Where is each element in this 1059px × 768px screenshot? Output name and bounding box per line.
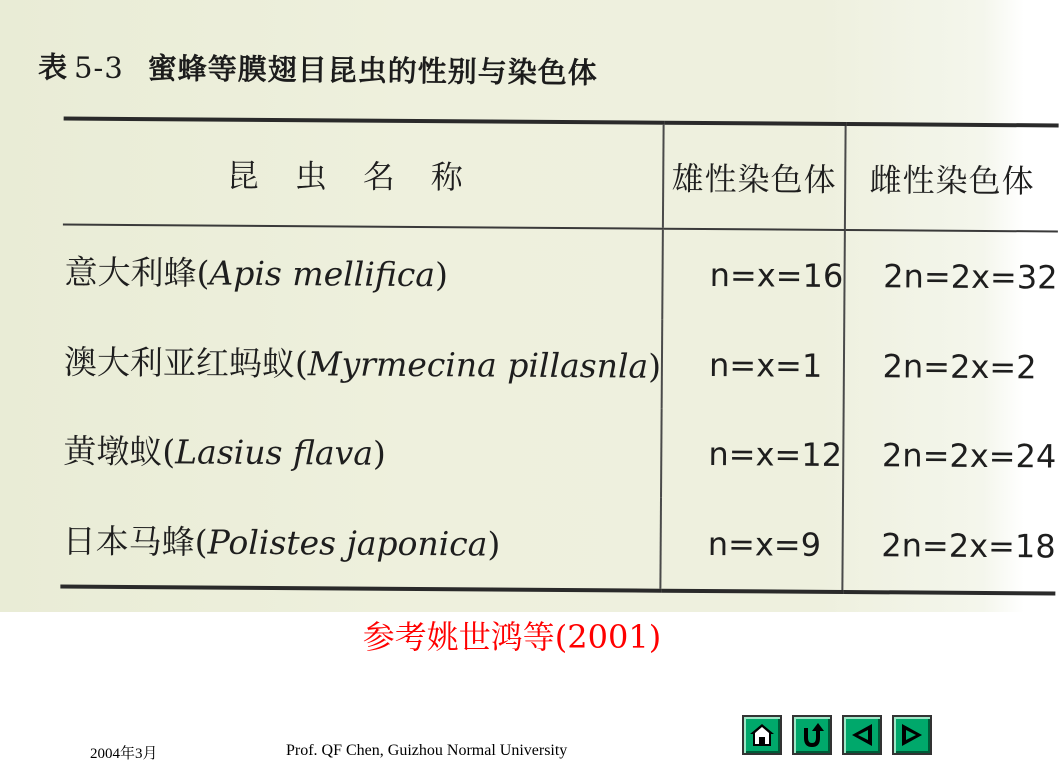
home-button[interactable] — [742, 715, 782, 755]
table-caption-title: 蜜蜂等膜翅目昆虫的性别与染色体 — [147, 51, 598, 90]
previous-icon — [847, 720, 877, 750]
table-caption-number: 5-3 — [73, 50, 124, 85]
table-caption — [38, 45, 598, 101]
insect-name-cell: 日本马蜂(Polistes japonica) — [60, 494, 661, 591]
insect-name-cn: 意大利蜂 — [64, 253, 197, 293]
return-button[interactable] — [792, 715, 832, 755]
male-chromosome-cell: n=x=12 — [661, 409, 843, 499]
insect-name-cn: 日本马蜂 — [62, 521, 195, 562]
column-header-male-chromosome: 雄性染色体 — [663, 123, 845, 230]
column-header-insect-name: 昆虫名称 — [63, 119, 664, 229]
female-chromosome-cell: 2n=2x=32 — [844, 230, 1058, 322]
table-row — [62, 315, 1058, 411]
return-icon — [797, 720, 827, 750]
insect-name-cn: 澳大利亚红蚂蚁 — [63, 342, 296, 384]
column-header-female-chromosome: 雌性染色体 — [845, 124, 1059, 231]
insect-name-cell: 澳大利亚红蚂蚁(Myrmecina pillasnla) — [63, 342, 662, 386]
source-citation: 参考姚世鸿等(2001) — [362, 618, 662, 656]
male-chromosome-cell: n=x=9 — [660, 498, 842, 592]
slide-navigation — [742, 715, 932, 757]
male-chromosome-cell: n=x=16 — [662, 229, 844, 321]
next-button[interactable] — [892, 715, 932, 755]
insect-name-latin: Myrmecina pillasnla — [307, 344, 649, 386]
insect-name-latin: Apis mellifica — [209, 254, 436, 295]
table-row — [61, 405, 1057, 501]
table-header-row — [63, 119, 1059, 232]
table-caption-prefix: 表 — [37, 50, 69, 85]
female-chromosome-cell: 2n=2x=2 — [843, 321, 1057, 412]
table-row — [62, 225, 1058, 323]
insect-name-cell: 意大利蜂(Apis mellifica) — [64, 253, 449, 295]
previous-button[interactable] — [842, 715, 882, 755]
next-icon — [897, 720, 927, 750]
insect-name-cell: 黄墩蚁(Lasius flava) — [63, 431, 386, 473]
female-chromosome-cell: 2n=2x=24 — [843, 410, 1057, 501]
insect-name-latin: Lasius flava — [175, 432, 374, 473]
home-icon — [747, 720, 777, 750]
female-chromosome-cell: 2n=2x=18 — [842, 499, 1056, 593]
footer-credit: Prof. QF Chen, Guizhou Normal University — [286, 742, 568, 759]
insect-name-cn: 黄墩蚁 — [63, 431, 163, 472]
male-chromosome-cell: n=x=1 — [662, 320, 844, 410]
insect-name-latin: Polistes japonica — [207, 522, 488, 564]
table-row — [60, 494, 1056, 594]
footer-date: 2004年3月 — [90, 746, 158, 762]
chromosome-table — [60, 117, 1058, 596]
